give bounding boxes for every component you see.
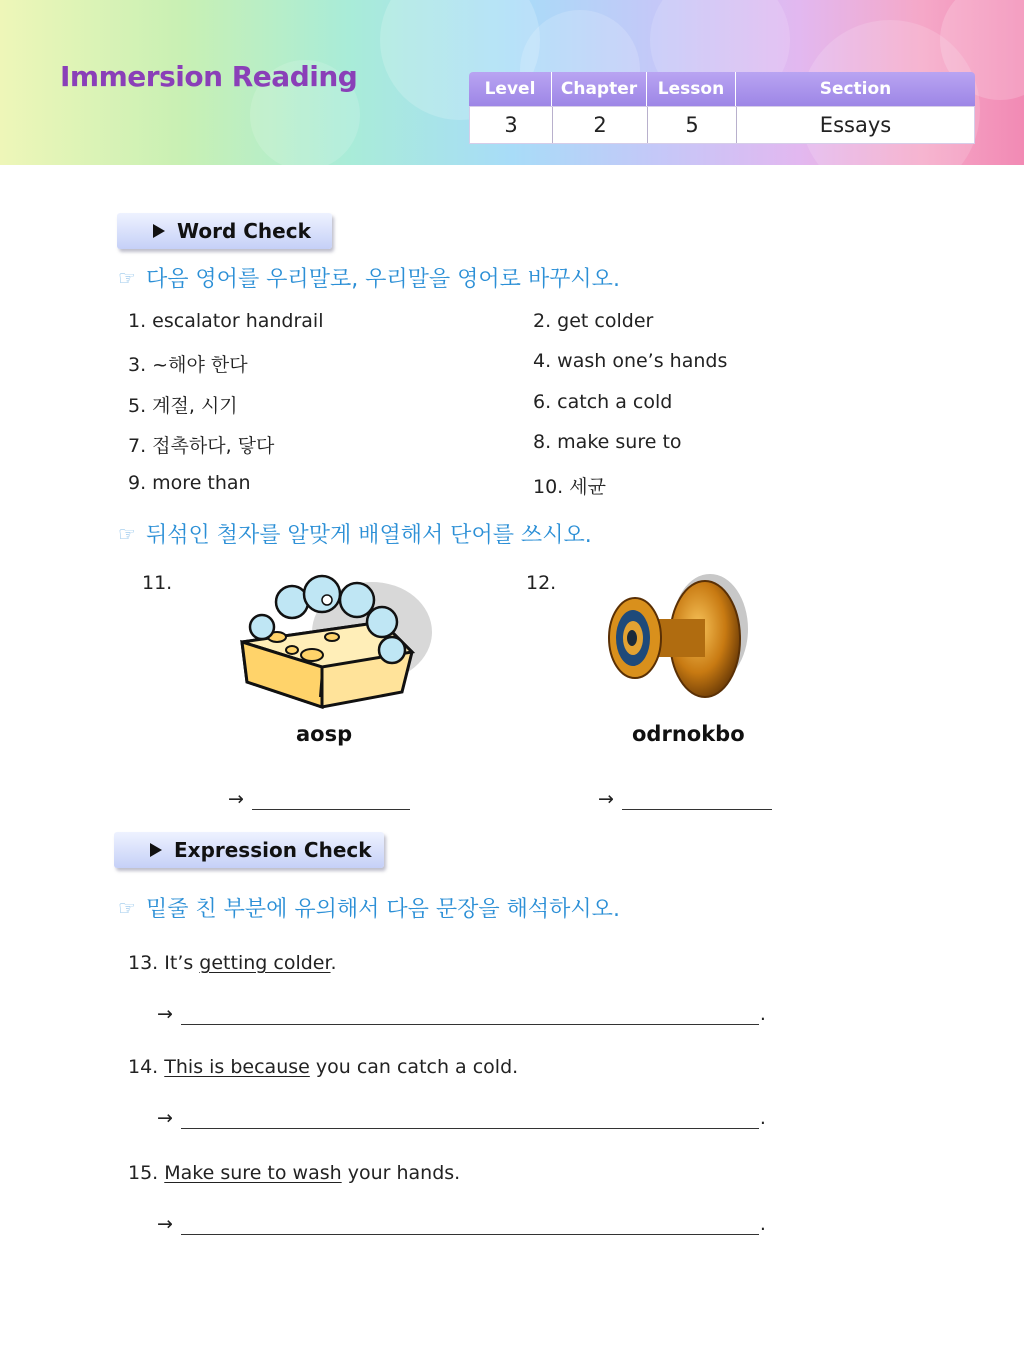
- info-value-section: Essays: [819, 113, 892, 137]
- arrow-icon: →: [157, 1213, 173, 1235]
- info-value-level: 3: [470, 107, 553, 143]
- expression-check-instruction: [118, 892, 620, 923]
- picture-number-12: 12.: [526, 572, 557, 594]
- arrow-icon: →: [228, 788, 244, 810]
- info-value-chapter: 2: [553, 107, 648, 143]
- word-item-10: 10. 세균: [533, 476, 606, 498]
- end-mark: .: [759, 1107, 766, 1129]
- info-label-section: Section: [819, 79, 892, 99]
- pointing-hand-icon: ☞: [118, 265, 136, 290]
- doorknob-icon: [605, 574, 750, 700]
- end-mark: .: [759, 1213, 766, 1235]
- underlined-phrase: getting colder: [199, 952, 331, 974]
- sentence-number: 13.: [128, 952, 159, 974]
- pointing-hand-icon: ☞: [118, 895, 136, 920]
- arrow-icon: →: [157, 1003, 173, 1025]
- word-item-7: 7. 접촉하다, 닿다: [128, 435, 275, 457]
- answer-line-13: [157, 1003, 766, 1025]
- expression-check-heading: [114, 832, 384, 868]
- scrambled-word-12: odrnokbo: [632, 722, 745, 746]
- pointing-hand-icon: ☞: [118, 521, 136, 546]
- lesson-info-values: [469, 106, 975, 144]
- arrow-icon: →: [157, 1107, 173, 1129]
- sentence-15: [128, 1162, 460, 1184]
- word-check-instruction-text: 다음 영어를 우리말로, 우리말을 영어로 바꾸시오.: [145, 267, 620, 292]
- answer-line-15: [157, 1213, 766, 1235]
- word-check-heading: [117, 213, 332, 249]
- info-value-lesson: 5: [648, 107, 737, 143]
- answer-blank-11[interactable]: [252, 791, 410, 810]
- info-label-chapter: Chapter: [552, 72, 647, 106]
- sentence-number: 15.: [128, 1162, 159, 1184]
- header-banner: [0, 0, 1024, 165]
- sentence-14: [128, 1056, 518, 1078]
- expression-check-instruction-text: 밑줄 친 부분에 유의해서 다음 문장을 해석하시오.: [145, 897, 620, 922]
- arrow-icon: →: [598, 788, 614, 810]
- info-label-level: Level: [469, 72, 552, 106]
- sentence-text: your hands.: [341, 1162, 461, 1184]
- word-item-6: 6. catch a cold: [533, 391, 673, 413]
- picture-number-11: 11.: [142, 572, 173, 594]
- lesson-info-header: [469, 72, 975, 106]
- word-item-1: 1. escalator handrail: [128, 310, 324, 332]
- sentence-text: .: [330, 952, 337, 974]
- answer-line-14: [157, 1107, 766, 1129]
- word-check-instruction: [118, 262, 620, 293]
- word-item-8: 8. make sure to: [533, 431, 682, 453]
- soap-icon: [232, 572, 437, 712]
- underlined-phrase: This is because: [164, 1056, 310, 1078]
- scrambled-word-11: aosp: [296, 722, 353, 746]
- sentence-13: [128, 952, 337, 974]
- sentence-text: It’s: [164, 952, 200, 974]
- sentence-text: you can catch a cold.: [309, 1056, 519, 1078]
- underlined-phrase: Make sure to wash: [164, 1162, 342, 1184]
- expression-check-label: Expression Check: [174, 838, 372, 862]
- word-item-5: 5. 계절, 시기: [128, 395, 238, 417]
- word-item-4: 4. wash one’s hands: [533, 350, 728, 372]
- word-item-9: 9. more than: [128, 472, 251, 494]
- info-label-lesson: Lesson: [647, 72, 736, 106]
- lesson-info-table: [469, 72, 975, 144]
- answer-blank-15[interactable]: [181, 1216, 759, 1235]
- answer-blank-12[interactable]: [622, 791, 772, 810]
- triangle-icon: [153, 224, 165, 238]
- word-check-label: Word Check: [177, 219, 311, 243]
- brand-title: Immersion Reading: [60, 60, 358, 93]
- word-item-2: 2. get colder: [533, 310, 654, 332]
- answer-line-11: [228, 788, 410, 810]
- sentence-number: 14.: [128, 1056, 159, 1078]
- word-item-3: 3. ~해야 한다: [128, 354, 248, 376]
- triangle-icon: [150, 843, 162, 857]
- scramble-instruction: [118, 518, 592, 549]
- answer-blank-14[interactable]: [181, 1110, 759, 1129]
- end-mark: .: [759, 1003, 766, 1025]
- scramble-instruction-text: 뒤섞인 철자를 알맞게 배열해서 단어를 쓰시오.: [145, 523, 592, 548]
- answer-line-12: [598, 788, 772, 810]
- answer-blank-13[interactable]: [181, 1006, 759, 1025]
